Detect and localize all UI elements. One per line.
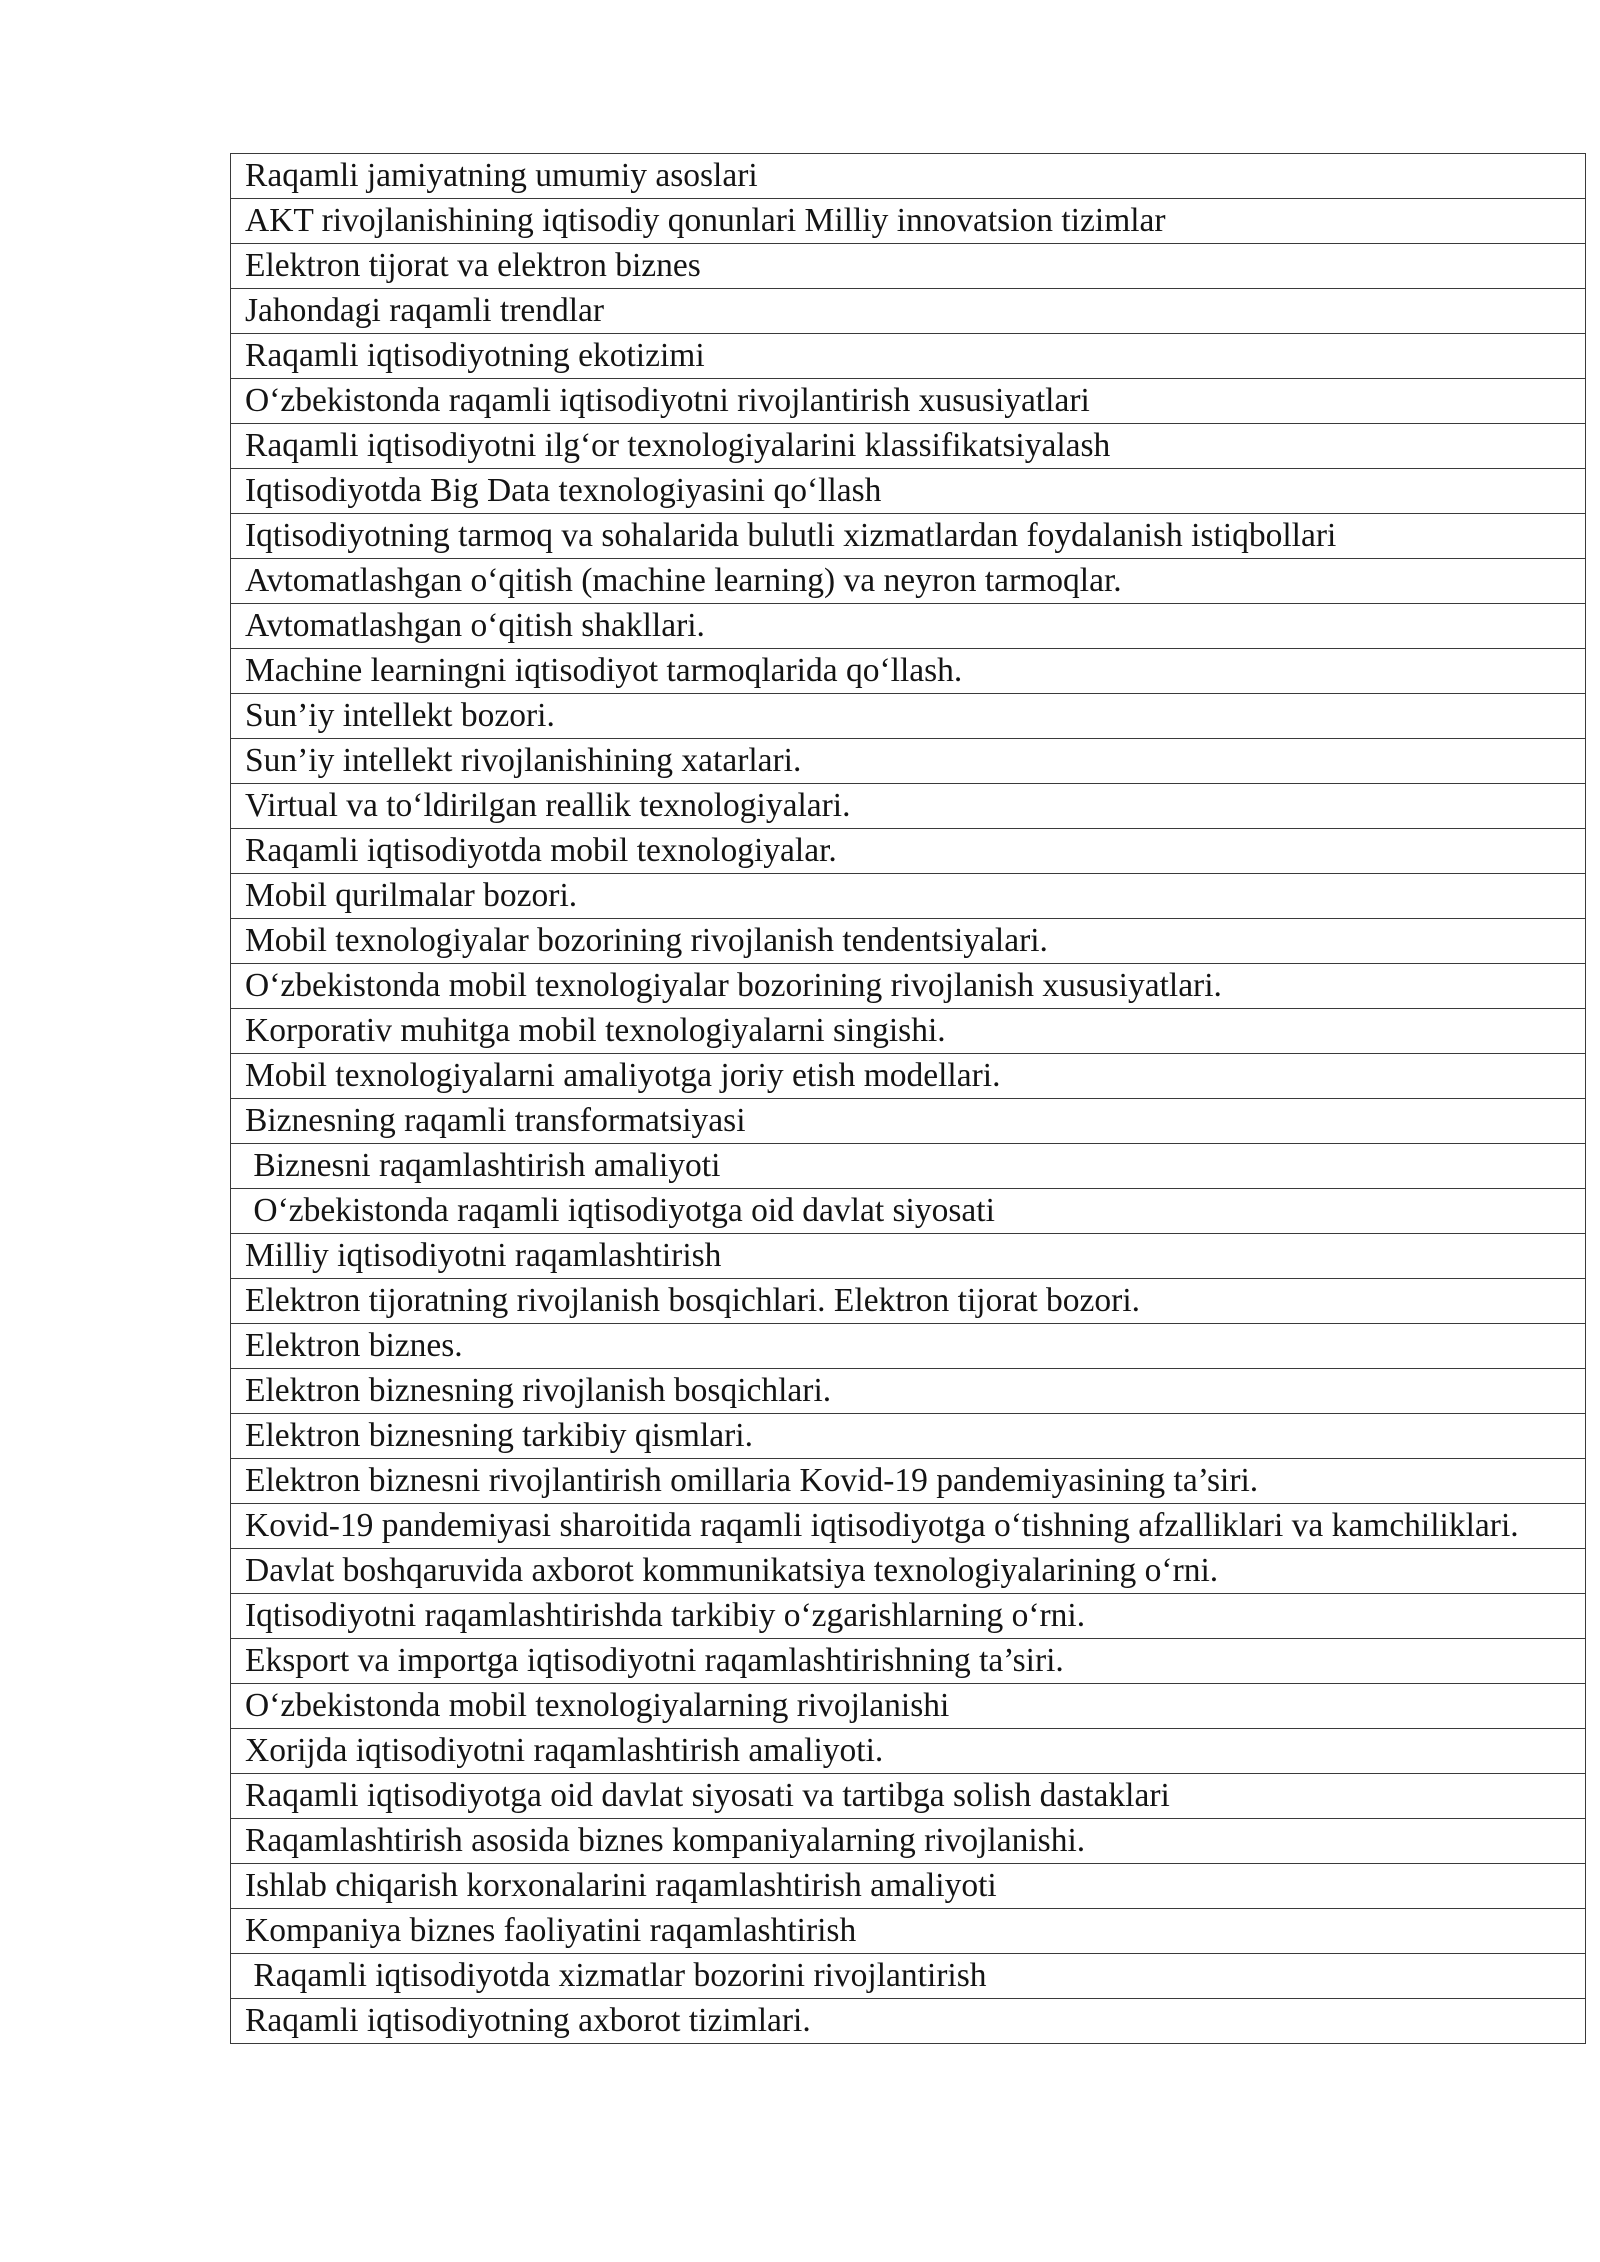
table-row <box>231 1189 1586 1234</box>
topic-cell: O‘zbekistonda raqamli iqtisodiyotni rivojlantirish xususiyatlari <box>231 379 1586 424</box>
topic-cell: Avtomatlashgan o‘qitish (machine learning) va neyron tarmoqlar. <box>231 559 1586 604</box>
topic-cell: Raqamli iqtisodiyotda xizmatlar bozorini rivojlantirish <box>231 1954 1586 1999</box>
topic-cell: Ishlab chiqarish korxonalarini raqamlashtirish amaliyoti <box>231 1864 1586 1909</box>
topic-cell: Iqtisodiyotda Big Data texnologiyasini qo‘llash <box>231 469 1586 514</box>
table-row <box>231 154 1586 199</box>
table-row <box>231 334 1586 379</box>
table-row <box>231 694 1586 739</box>
table-row <box>231 829 1586 874</box>
topic-cell: Elektron tijorat va elektron biznes <box>231 244 1586 289</box>
table-row <box>231 1729 1586 1774</box>
table-row <box>231 604 1586 649</box>
topic-cell: Milliy iqtisodiyotni raqamlashtirish <box>231 1234 1586 1279</box>
table-row <box>231 1459 1586 1504</box>
topic-cell: Elektron biznes. <box>231 1324 1586 1369</box>
table-row <box>231 1324 1586 1369</box>
table-row <box>231 1369 1586 1414</box>
table-row <box>231 289 1586 334</box>
topic-cell: Iqtisodiyotning tarmoq va sohalarida bulutli xizmatlardan foydalanish istiqbollari <box>231 514 1586 559</box>
table-row <box>231 1684 1586 1729</box>
topic-cell: Biznesni raqamlashtirish amaliyoti <box>231 1144 1586 1189</box>
topic-cell: Raqamlashtirish asosida biznes kompaniyalarning rivojlanishi. <box>231 1819 1586 1864</box>
topic-cell: Avtomatlashgan o‘qitish shakllari. <box>231 604 1586 649</box>
topics-table-body <box>231 154 1586 2044</box>
topic-cell: Elektron biznesning rivojlanish bosqichlari. <box>231 1369 1586 1414</box>
table-row <box>231 964 1586 1009</box>
table-row <box>231 1279 1586 1324</box>
topic-cell: Sun’iy intellekt bozori. <box>231 694 1586 739</box>
topic-cell: Kompaniya biznes faoliyatini raqamlashtirish <box>231 1909 1586 1954</box>
topic-cell: Raqamli iqtisodiyotda mobil texnologiyalar. <box>231 829 1586 874</box>
topic-cell: Elektron tijoratning rivojlanish bosqichlari. Elektron tijorat bozori. <box>231 1279 1586 1324</box>
topic-cell: Virtual va to‘ldirilgan reallik texnologiyalari. <box>231 784 1586 829</box>
topic-cell: Eksport va importga iqtisodiyotni raqamlashtirishning ta’siri. <box>231 1639 1586 1684</box>
table-row <box>231 559 1586 604</box>
topic-cell: Mobil qurilmalar bozori. <box>231 874 1586 919</box>
table-row <box>231 244 1586 289</box>
table-row <box>231 1774 1586 1819</box>
table-row <box>231 1954 1586 1999</box>
topic-cell: Machine learningni iqtisodiyot tarmoqlarida qo‘llash. <box>231 649 1586 694</box>
topic-cell: Jahondagi raqamli trendlar <box>231 289 1586 334</box>
topic-cell: Elektron biznesni rivojlantirish omillaria Kovid-19 pandemiyasining ta’siri. <box>231 1459 1586 1504</box>
table-row <box>231 1594 1586 1639</box>
topic-cell: Iqtisodiyotni raqamlashtirishda tarkibiy o‘zgarishlarning o‘rni. <box>231 1594 1586 1639</box>
topic-cell: Biznesning raqamli transformatsiyasi <box>231 1099 1586 1144</box>
table-row <box>231 424 1586 469</box>
table-row <box>231 739 1586 784</box>
table-row <box>231 1639 1586 1684</box>
table-row <box>231 919 1586 964</box>
topic-cell: Davlat boshqaruvida axborot kommunikatsiya texnologiyalarining o‘rni. <box>231 1549 1586 1594</box>
topic-cell: O‘zbekistonda mobil texnologiyalar bozorining rivojlanish xususiyatlari. <box>231 964 1586 1009</box>
topic-cell: Mobil texnologiyalarni amaliyotga joriy etish modellari. <box>231 1054 1586 1099</box>
topic-cell: Raqamli iqtisodiyotning ekotizimi <box>231 334 1586 379</box>
table-row <box>231 1099 1586 1144</box>
table-row <box>231 199 1586 244</box>
table-row <box>231 1054 1586 1099</box>
topic-cell: Raqamli iqtisodiyotga oid davlat siyosati va tartibga solish dastaklari <box>231 1774 1586 1819</box>
topic-cell: Elektron biznesning tarkibiy qismlari. <box>231 1414 1586 1459</box>
topic-cell: Korporativ muhitga mobil texnologiyalarni singishi. <box>231 1009 1586 1054</box>
table-row <box>231 649 1586 694</box>
topic-cell: AKT rivojlanishining iqtisodiy qonunlari Milliy innovatsion tizimlar <box>231 199 1586 244</box>
topic-cell: Raqamli iqtisodiyotni ilg‘or texnologiyalarini klassifikatsiyalash <box>231 424 1586 469</box>
table-row <box>231 874 1586 919</box>
table-row <box>231 1864 1586 1909</box>
table-row <box>231 784 1586 829</box>
table-row <box>231 469 1586 514</box>
table-row <box>231 1234 1586 1279</box>
topic-cell: Kovid-19 pandemiyasi sharoitida raqamli iqtisodiyotga o‘tishning afzalliklari va kamchiliklari. <box>231 1504 1586 1549</box>
table-row <box>231 1009 1586 1054</box>
topics-table <box>230 153 1586 2044</box>
topic-cell: Mobil texnologiyalar bozorining rivojlanish tendentsiyalari. <box>231 919 1586 964</box>
table-row <box>231 1819 1586 1864</box>
table-row <box>231 514 1586 559</box>
topic-cell: Sun’iy intellekt rivojlanishining xatarlari. <box>231 739 1586 784</box>
table-row <box>231 379 1586 424</box>
table-row <box>231 1144 1586 1189</box>
topic-cell: Xorijda iqtisodiyotni raqamlashtirish amaliyoti. <box>231 1729 1586 1774</box>
table-row <box>231 1999 1586 2044</box>
topic-cell: Raqamli jamiyatning umumiy asoslari <box>231 154 1586 199</box>
topic-cell: O‘zbekistonda raqamli iqtisodiyotga oid davlat siyosati <box>231 1189 1586 1234</box>
table-row <box>231 1414 1586 1459</box>
topic-cell: Raqamli iqtisodiyotning axborot tizimlari. <box>231 1999 1586 2044</box>
table-row <box>231 1549 1586 1594</box>
table-row <box>231 1909 1586 1954</box>
topic-cell: O‘zbekistonda mobil texnologiyalarning rivojlanishi <box>231 1684 1586 1729</box>
table-row <box>231 1504 1586 1549</box>
